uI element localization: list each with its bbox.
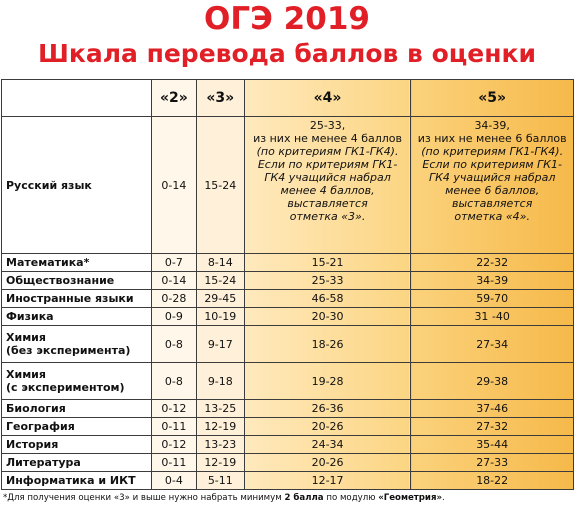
grade-2-cell: 0-7	[151, 254, 196, 272]
grade-5-cell: 59-70	[411, 290, 574, 308]
table-row	[2, 308, 574, 326]
subject-cell	[2, 400, 152, 418]
grade-3-cell: 15-24	[196, 272, 244, 290]
footnote	[3, 492, 573, 504]
note-line: ГК4 учащийся набрал	[428, 171, 556, 184]
grade-2-cell: 0-8	[151, 363, 196, 400]
grade-2-cell: 0-11	[151, 454, 196, 472]
subject-label: Биология	[6, 402, 66, 415]
grade-3-cell: 10-19	[196, 308, 244, 326]
subject-label: История	[6, 438, 59, 451]
grade-4-cell: 46-58	[244, 290, 411, 308]
grade-4-cell: 26-36	[244, 400, 411, 418]
table-row-russian	[2, 117, 574, 254]
header-grade-2: «2»	[151, 80, 196, 117]
grade-3-cell: 9-18	[196, 363, 244, 400]
grade-2-cell: 0-14	[151, 272, 196, 290]
table-row	[2, 290, 574, 308]
grade-2-cell: 0-28	[151, 290, 196, 308]
table-header-row	[2, 80, 574, 117]
note-line: Если по критериям ГК1-	[257, 158, 398, 171]
grade-2-cell: 0-11	[151, 418, 196, 436]
grade-5-range: 34-39,	[474, 119, 510, 132]
grade-5-cell: 29-38	[411, 363, 574, 400]
grade-5-cell: 18-22	[411, 472, 574, 490]
grade-4-cell: 19-28	[244, 363, 411, 400]
grade-4-note-cell	[244, 117, 411, 254]
subject-label-detail: (без эксперимента)	[6, 344, 131, 357]
footnote-text: по модулю	[323, 493, 379, 503]
table-row	[2, 418, 574, 436]
grades-table	[1, 79, 574, 490]
grade-5-cell: 27-32	[411, 418, 574, 436]
grade-4-range: 25-33,	[309, 119, 346, 132]
grade-3-cell: 12-19	[196, 418, 244, 436]
note-line: ГК4 учащийся набрал	[264, 171, 391, 184]
header-grade-4: «4»	[244, 80, 411, 117]
grade-2-cell: 0-12	[151, 400, 196, 418]
grade-5-cell: 22-32	[411, 254, 574, 272]
table-body	[2, 254, 574, 490]
grade-4-cell: 24-34	[244, 436, 411, 454]
grade-3-cell: 15-24	[196, 117, 244, 254]
subject-cell	[2, 254, 152, 272]
note-line: отметка «3».	[289, 210, 366, 223]
grade-2-cell: 0-12	[151, 436, 196, 454]
page-title: ОГЭ 2019	[204, 1, 370, 37]
table-row	[2, 363, 574, 400]
grade-5-cell: 31 -40	[411, 308, 574, 326]
footnote-text: *Для получения оценки «3» и выше нужно набрать минимум	[3, 493, 285, 503]
grade-2-cell: 0-8	[151, 326, 196, 363]
note-line: отметка «4».	[454, 210, 530, 223]
table-row	[2, 436, 574, 454]
grade-2-cell: 0-4	[151, 472, 196, 490]
grade-2-cell: 0-9	[151, 308, 196, 326]
subject-cell	[2, 272, 152, 290]
subject-label: Литература	[6, 456, 81, 469]
grade-4-cell: 25-33	[244, 272, 411, 290]
subject-label: Химия	[6, 331, 46, 344]
page-subtitle: Шкала перевода баллов в оценки	[37, 39, 537, 68]
note-line: (по критериям ГК1-ГК4).	[421, 145, 564, 158]
table-row	[2, 400, 574, 418]
grade-2-cell: 0-14	[151, 117, 196, 254]
grade-5-note-cell	[411, 117, 574, 254]
subject-label: Математика*	[6, 256, 90, 269]
grade-4-cell: 18-26	[244, 326, 411, 363]
note-line: менее 4 баллов,	[280, 184, 375, 197]
footnote-text: .	[442, 493, 445, 503]
subject-label-detail: (с экспериментом)	[6, 381, 125, 394]
grade-3-cell: 12-19	[196, 454, 244, 472]
table-row	[2, 472, 574, 490]
grade-5-cell: 27-34	[411, 326, 574, 363]
grade-4-cell: 20-26	[244, 454, 411, 472]
grade-4-cell: 15-21	[244, 254, 411, 272]
note-line: выставляется	[452, 197, 533, 210]
subject-cell	[2, 472, 152, 490]
grade-3-cell: 13-23	[196, 436, 244, 454]
subject-cell	[2, 326, 152, 363]
grade-3-cell: 13-25	[196, 400, 244, 418]
note-line: Если по критериям ГК1-	[422, 158, 562, 171]
note-line: (по критериям ГК1-ГК4).	[256, 145, 399, 158]
note-line: выставляется	[287, 197, 368, 210]
subject-label: География	[6, 420, 75, 433]
grade-3-cell: 5-11	[196, 472, 244, 490]
grade-3-cell: 9-17	[196, 326, 244, 363]
header-grade-3: «3»	[196, 80, 244, 117]
note-line: менее 6 баллов,	[445, 184, 540, 197]
subject-cell	[2, 436, 152, 454]
note-line: из них не менее 6 баллов	[417, 132, 567, 145]
grade-3-cell: 29-45	[196, 290, 244, 308]
grade-4-cell: 20-26	[244, 418, 411, 436]
subject-cell	[2, 308, 152, 326]
grade-4-cell: 20-30	[244, 308, 411, 326]
subject-cell	[2, 363, 152, 400]
subject-cell: Русский язык	[2, 117, 152, 254]
grade-5-cell: 35-44	[411, 436, 574, 454]
subject-cell	[2, 290, 152, 308]
grade-5-cell: 37-46	[411, 400, 574, 418]
subject-label: Химия	[6, 368, 46, 381]
table-row	[2, 254, 574, 272]
subject-label: Информатика и ИКТ	[6, 474, 136, 487]
grade-5-cell: 34-39	[411, 272, 574, 290]
subject-cell	[2, 418, 152, 436]
footnote-bold: 2 балла	[284, 493, 324, 503]
grade-3-cell: 8-14	[196, 254, 244, 272]
note-line: из них не менее 4 баллов	[253, 132, 402, 145]
header-empty-cell	[2, 80, 152, 117]
table-row	[2, 326, 574, 363]
grade-4-cell: 12-17	[244, 472, 411, 490]
subject-cell	[2, 454, 152, 472]
subject-label: Иностранные языки	[6, 292, 134, 305]
header-grade-5: «5»	[411, 80, 574, 117]
subject-label: Обществознание	[6, 274, 115, 287]
table-row	[2, 454, 574, 472]
table-row	[2, 272, 574, 290]
footnote-bold: «Геометрия»	[378, 493, 443, 503]
subject-label: Физика	[6, 310, 54, 323]
grade-5-cell: 27-33	[411, 454, 574, 472]
